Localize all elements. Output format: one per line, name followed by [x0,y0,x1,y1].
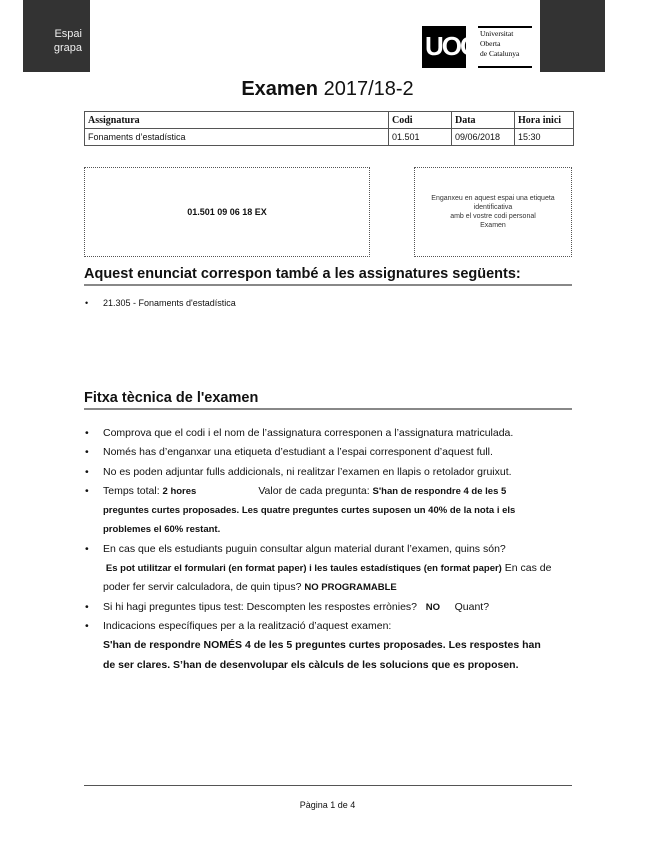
time-value: 2 hores [162,485,197,497]
test-answer: NO [425,601,441,613]
calc-answer: NO PROGRAMABLE [304,582,397,594]
list-item [84,617,554,675]
cell-assignatura: Fonaments d’estadística [85,129,389,146]
material-answer: Es pot utilitzar el formulari (en format paper) i les taules estadístiques (en format paper) [105,563,502,575]
uoc-logo [422,26,532,70]
footer-divider [84,785,572,786]
header-hora: Hora inici [515,112,574,129]
logo-line: de Catalunya [480,49,520,58]
also-heading-section [84,266,572,286]
exam-info-table [84,111,574,146]
title-rest: 2017/18-2 [318,78,414,100]
value-label: Valor de cada pregunta: [258,484,373,497]
list-item: • No es poden adjuntar fulls addicionals, ni realitzar l’examen en llapis o retolador gruixut. [84,463,554,482]
logo-text [480,29,519,59]
page-number: Pàgina 1 de 4 [299,800,356,810]
logo-bar-bottom [478,66,532,68]
label-line: amb el vostre codi personal [450,213,536,220]
logo-line: Universitat [480,29,514,38]
list-item: • Comprova que el codi i el nom de l’assignatura corresponen a l’assignatura matriculada. [84,424,554,443]
table-row [85,129,574,146]
exam-code-box [84,167,370,257]
logo-bar-top [478,26,532,28]
page-title [0,78,655,101]
staple-label-2: grapa [53,42,82,54]
time-label: Temps total: [103,484,163,497]
cell-hora: 15:30 [515,129,574,146]
cell-codi: 01.501 [389,129,452,146]
student-label-box [414,167,572,257]
staple-label-1: Espai [54,28,82,40]
also-heading: Aquest enunciat correspon també a les assignatures següents: [84,266,521,282]
list-item: • Només has d’enganxar una etiqueta d’estudiant a l’espai corresponent d’aquest full. [84,443,554,462]
header-codi: Codi [389,112,452,129]
material-question: En cas que els estudiants puguin consultar algun material durant l’examen, quins són? [103,542,506,555]
test-question-2: Quant? [454,600,490,613]
list-item: • 21.305 - Fonaments d'estadística [84,298,236,308]
exam-code: 01.501 09 06 18 EX [187,207,267,217]
fitxa-heading: Fitxa tècnica de l'examen [84,390,259,406]
logo-line: Oberta [480,39,501,48]
uoc-logo-mark [422,26,477,68]
fitxa-list [84,424,554,675]
calc-question: En cas de poder fer servir calculadora, de quin tipus? [103,562,552,594]
title-bold: Examen [241,78,319,100]
staple-space [23,0,90,72]
header-data: Data [452,112,515,129]
test-question: Si hi hagi preguntes tipus test: Descompten les respostes errònies? [103,600,420,613]
corner-block [540,0,605,72]
label-line: Enganxeu en aquest espai una etiqueta [431,195,555,202]
label-line: Examen [480,222,506,229]
table-header-row [85,112,574,129]
list-item [84,482,554,540]
also-list [84,298,236,308]
indications-answer: S'han de respondre NOMÉS 4 de les 5 preguntes curtes proposades. Les respostes han de ser clares. S’han de desenvolupar els càlculs de les solucions que es proposen. [103,639,541,671]
logo-mark-text: UOC [425,31,477,61]
list-item [84,598,554,617]
cell-data: 09/06/2018 [452,129,515,146]
value-text: S'han de respondre 4 de les 5 preguntes curtes proposades. Les quatre preguntes curtes suposen un 40% de la nota i els problemes el 60% restant. [103,485,516,536]
fitxa-heading-section [84,390,572,410]
list-item [84,540,554,598]
label-line: identificativa [473,204,513,211]
indications-question: Indicacions específiques per a la realització d’aquest examen: [103,619,392,632]
header-assignatura: Assignatura [85,112,389,129]
